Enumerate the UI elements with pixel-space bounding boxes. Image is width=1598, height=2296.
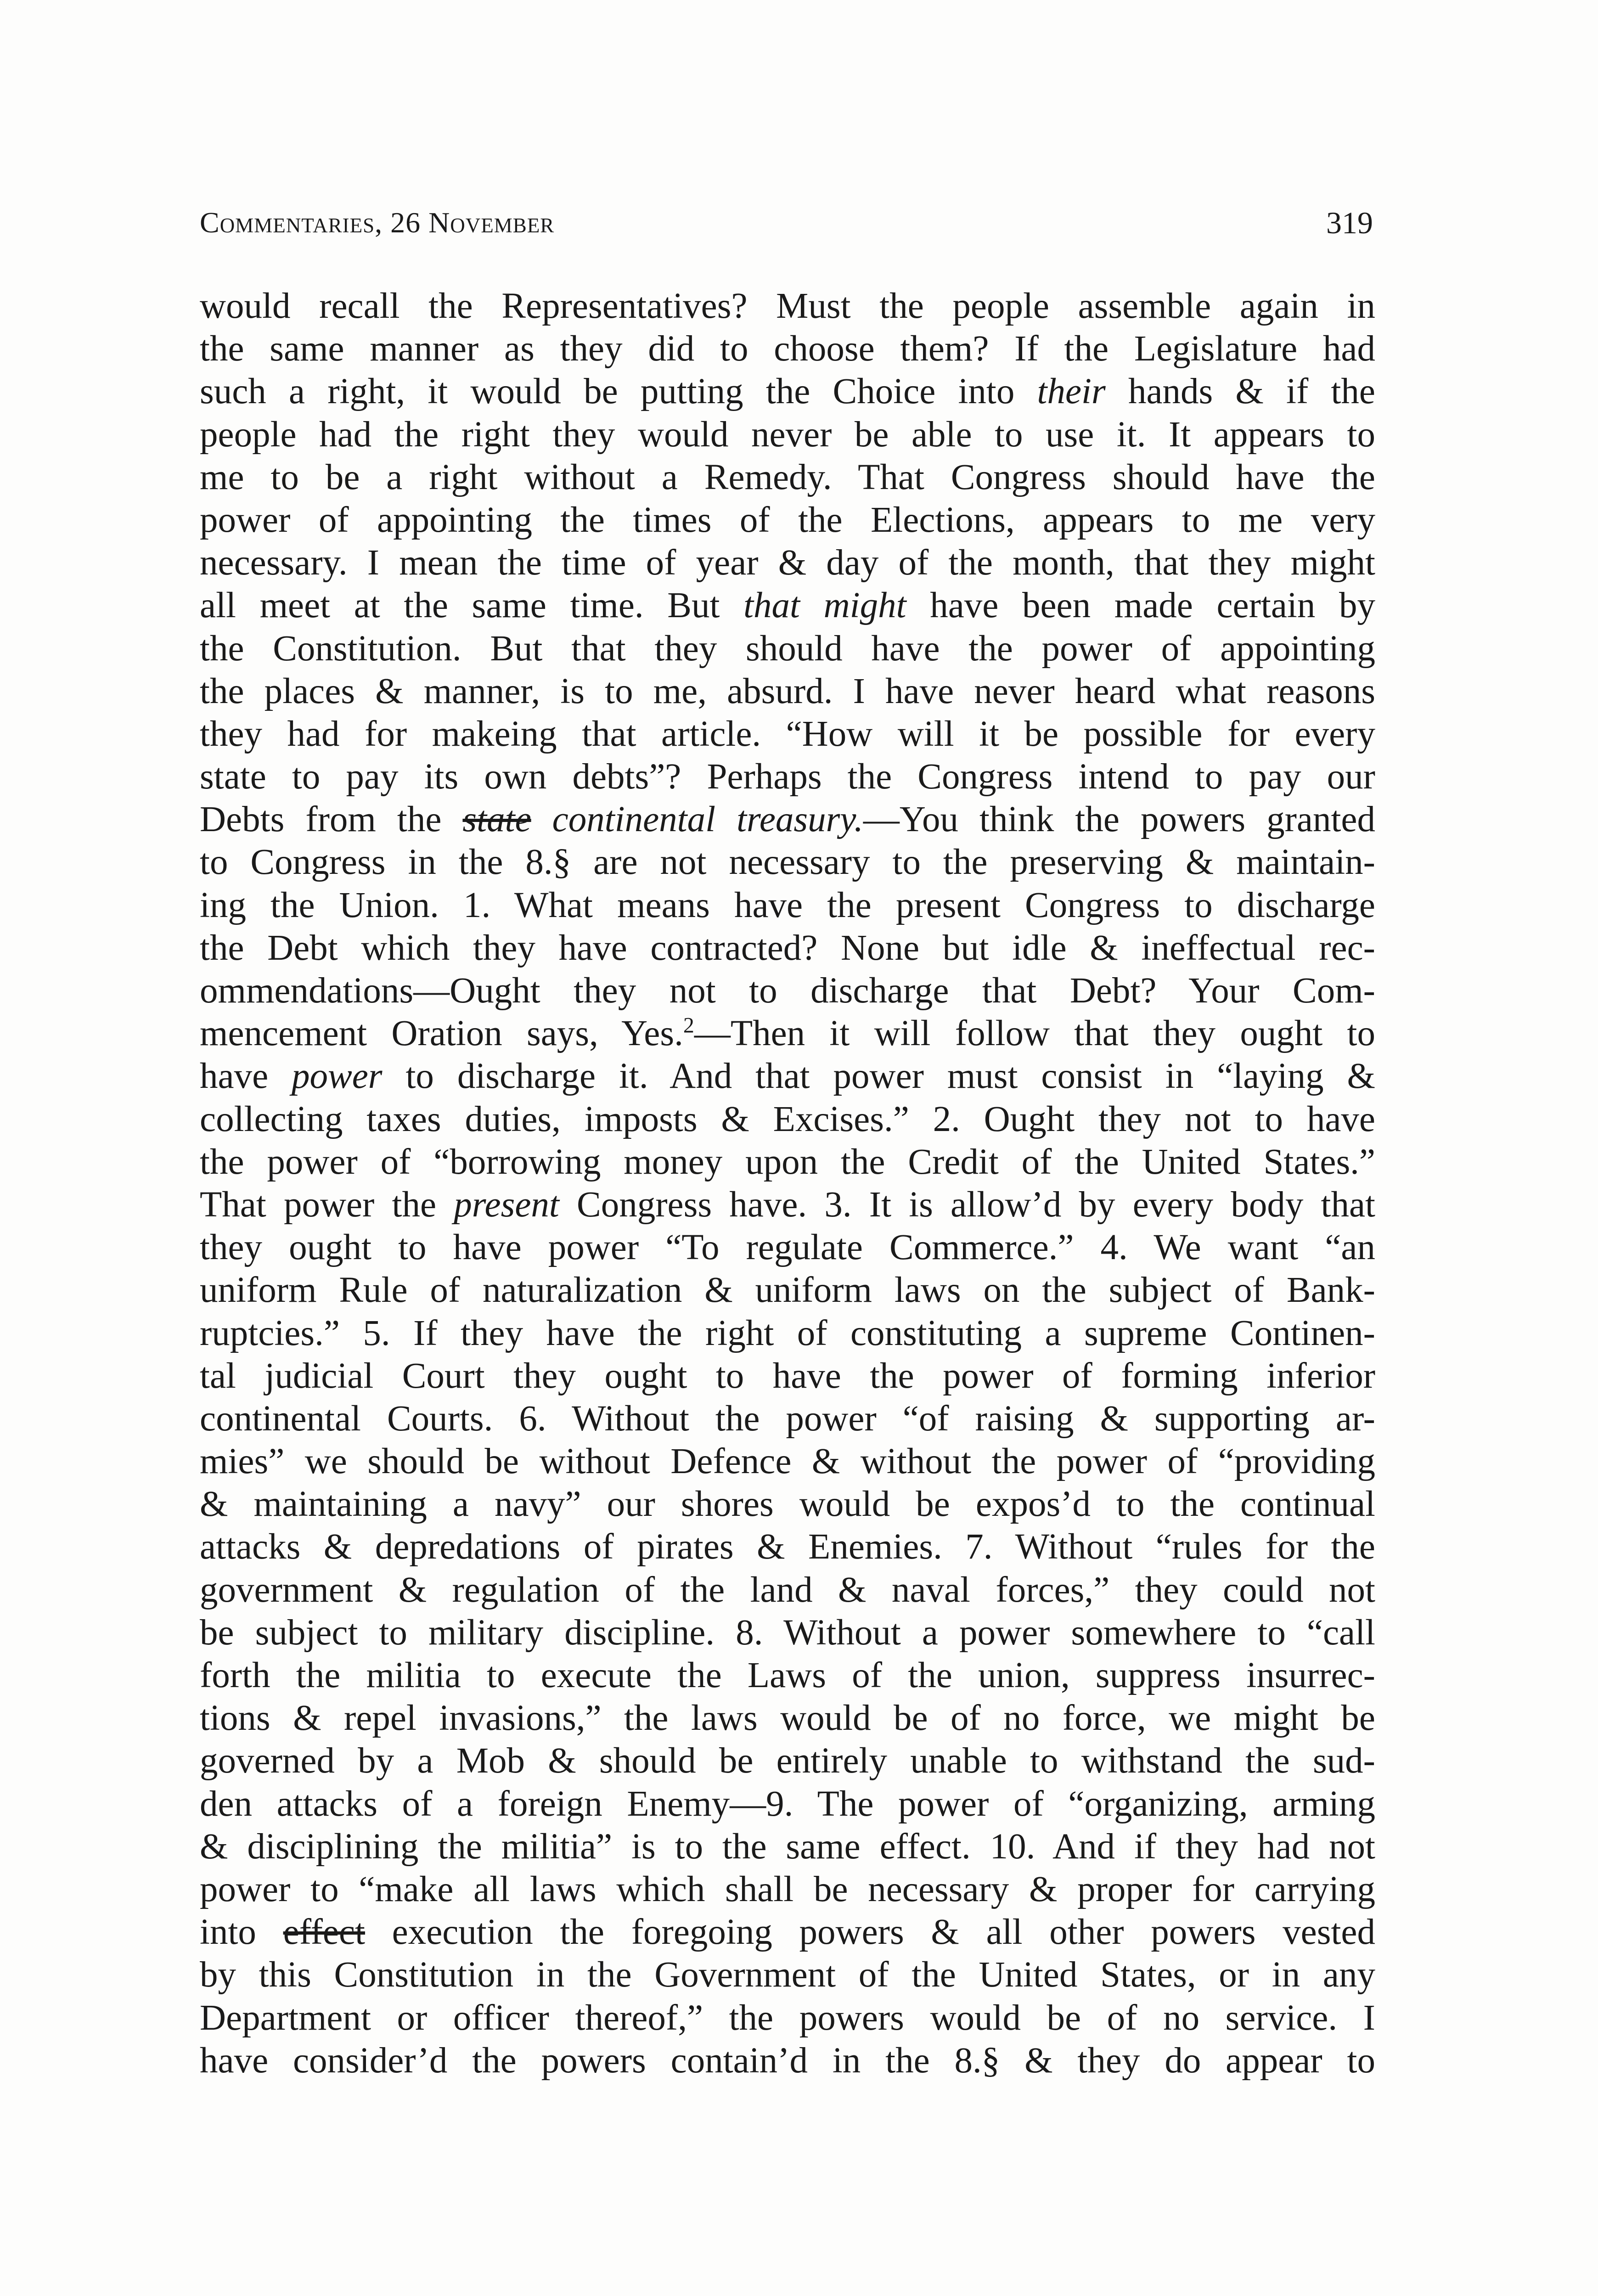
text-line: be subject to military discipline. 8. Without a power somewhere to “call — [200, 1612, 1375, 1653]
italic-text: that might — [743, 585, 906, 626]
text-run: such a right, it would be putting the Choice into — [200, 371, 1037, 412]
text-line: continental Courts. 6. Without the power “of raising & supporting ar- — [200, 1398, 1375, 1439]
text-line: the places & manner, is to me, absurd. I have never heard what reasons — [200, 671, 1375, 711]
text-run: all meet at the same time. But — [200, 585, 744, 626]
text-line: & disciplining the militia” is to the same effect. 10. And if they had not — [200, 1826, 1375, 1867]
text-line: the Debt which they have contracted? None but idle & ineffectual rec- — [200, 928, 1375, 968]
text-line — [200, 370, 1375, 413]
text-run: —You think the powers granted — [863, 799, 1375, 840]
text-run: Debts from the — [200, 799, 463, 840]
text-run: That power the — [200, 1184, 454, 1225]
text-line: the power of “borrowing money upon the Credit of the United States.” — [200, 1142, 1375, 1182]
text-line: would recall the Representatives? Must the people assemble again in — [200, 286, 1375, 326]
text-run: mencement Oration says, Yes. — [200, 1013, 683, 1054]
text-line: collecting taxes duties, imposts & Excises.” 2. Ought they not to have — [200, 1099, 1375, 1139]
text-line: the Constitution. But that they should have the power of appointing — [200, 628, 1375, 669]
page-number: 319 — [1326, 205, 1373, 240]
text-line — [200, 1183, 1375, 1226]
text-line: they had for makeing that article. “How will it be possible for every — [200, 714, 1375, 754]
text-line: ing the Union. 1. What means have the present Congress to discharge — [200, 885, 1375, 925]
text-line — [200, 798, 1375, 841]
text-line: the same manner as they did to choose them? If the Legislature had — [200, 329, 1375, 369]
italic-text: present — [454, 1184, 559, 1225]
text-line: have consider’d the powers contain’d in the 8.§ & they do appear to — [200, 2040, 1375, 2081]
text-line: they ought to have power “To regulate Commerce.” 4. We want “an — [200, 1227, 1375, 1268]
text-run: —Then it will follow that they ought to — [694, 1013, 1375, 1054]
text-line: & maintaining a navy” our shores would be expos’d to the continual — [200, 1484, 1375, 1525]
italic-text: their — [1037, 371, 1106, 412]
footnote-marker: 2 — [683, 1013, 694, 1038]
text-line: to Congress in the 8.§ are not necessary to the preserving & maintain- — [200, 842, 1375, 883]
text-line: attacks & depredations of pirates & Enemies. 7. Without “rules for the — [200, 1527, 1375, 1567]
text-line: power to “make all laws which shall be necessary & proper for carrying — [200, 1869, 1375, 1909]
text-line: power of appointing the times of the Elections, appears to me very — [200, 500, 1375, 540]
text-line: by this Constitution in the Government of the United States, or in any — [200, 1955, 1375, 1995]
text-line: uniform Rule of naturalization & uniform laws on the subject of Bank- — [200, 1270, 1375, 1311]
text-run: into — [200, 1912, 283, 1953]
text-run: hands & if the — [1105, 371, 1375, 412]
text-run: have — [200, 1056, 292, 1097]
text-line: governed by a Mob & should be entirely unable to withstand the sud- — [200, 1741, 1375, 1781]
struck-through-text: state — [462, 799, 531, 840]
italic-text: power — [292, 1056, 383, 1097]
text-line: tal judicial Court they ought to have the power of forming inferior — [200, 1356, 1375, 1396]
text-line: me to be a right without a Remedy. That Congress should have the — [200, 457, 1375, 497]
text-line — [200, 1911, 1375, 1953]
text-line: ruptcies.” 5. If they have the right of constituting a supreme Continen- — [200, 1313, 1375, 1353]
text-run: execution the foregoing powers & all other powers vested — [365, 1912, 1375, 1953]
text-run: Congress have. 3. It is allow’d by every body that — [559, 1184, 1375, 1225]
text-line: people had the right they would never be able to use it. It appears to — [200, 414, 1375, 455]
running-title: Commentaries, 26 November — [200, 206, 555, 239]
text-line: necessary. I mean the time of year & day of the month, that they might — [200, 543, 1375, 583]
body-text — [200, 285, 1375, 2082]
text-line: state to pay its own debts”? Perhaps the Congress intend to pay our — [200, 757, 1375, 797]
text-line — [200, 1055, 1375, 1097]
text-run: have been made certain by — [906, 585, 1375, 626]
text-line: den attacks of a foreign Enemy—9. The power of “organizing, arming — [200, 1784, 1375, 1824]
text-line: mies” we should be without Defence & without the power of “providing — [200, 1441, 1375, 1482]
text-line: government & regulation of the land & naval forces,” they could not — [200, 1570, 1375, 1610]
running-head — [200, 202, 1373, 243]
italic-text: continental treasury. — [531, 799, 863, 840]
text-line: ommendations—Ought they not to discharge that Debt? Your Com- — [200, 971, 1375, 1011]
text-line: tions & repel invasions,” the laws would be of no force, we might be — [200, 1698, 1375, 1739]
text-line — [200, 1012, 1375, 1055]
text-run: to discharge it. And that power must consist in “laying & — [382, 1056, 1375, 1097]
text-line: forth the militia to execute the Laws of the union, suppress insurrec- — [200, 1655, 1375, 1695]
text-line — [200, 584, 1375, 627]
text-line: Department or officer thereof,” the powers would be of no service. I — [200, 1998, 1375, 2038]
struck-through-text: effect — [283, 1912, 365, 1953]
